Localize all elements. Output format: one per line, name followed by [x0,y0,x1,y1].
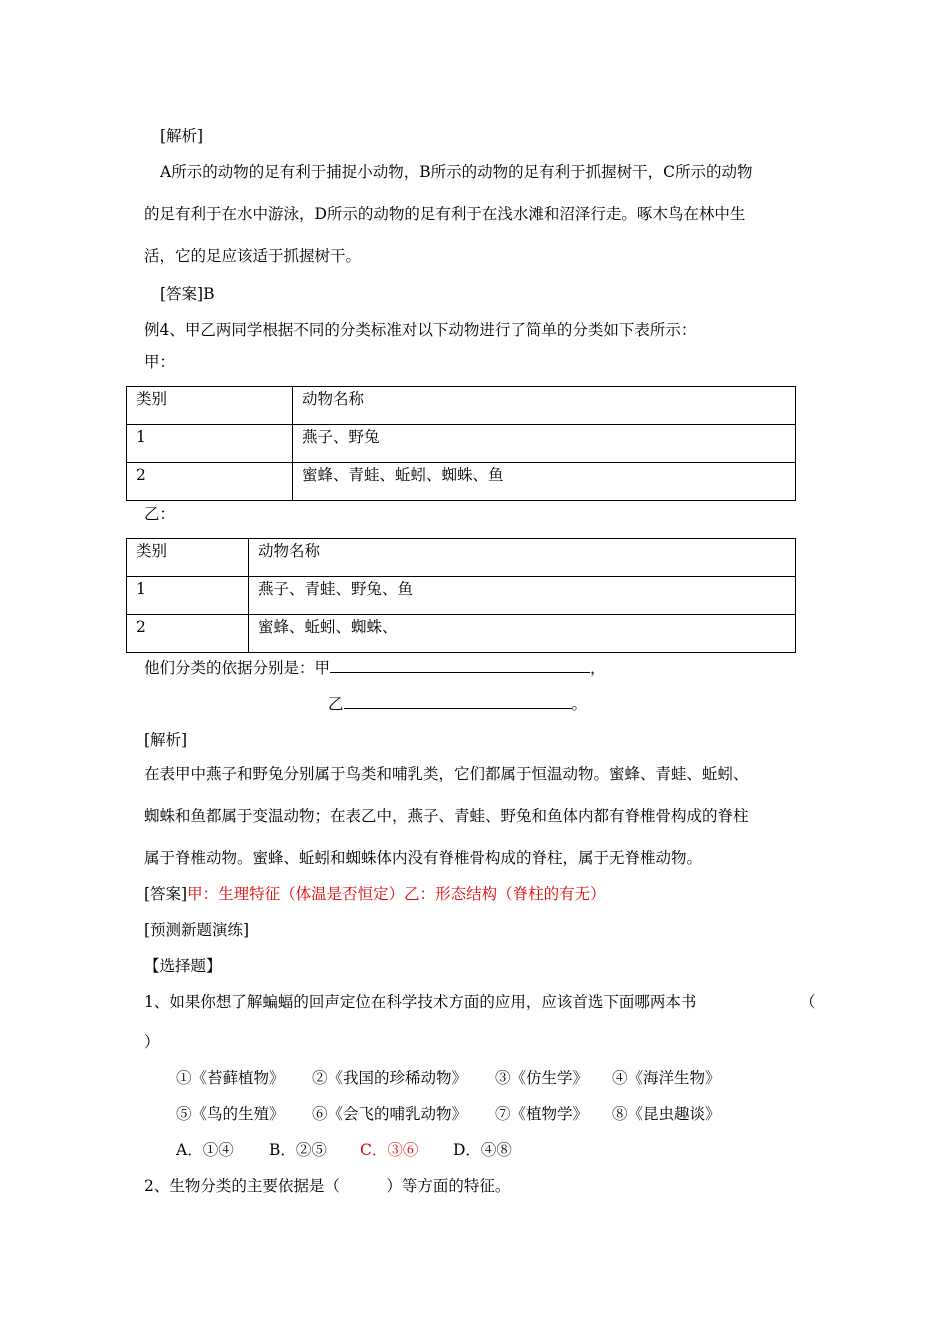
choice-option-a[interactable]: A．①④ [176,1141,234,1159]
table-cell: 燕子、青蛙、野兔、鱼 [249,577,796,615]
table-cell: 1 [127,425,293,463]
table-header-cell: 类别 [127,539,249,577]
table-row [127,615,796,653]
yi-prefix: 乙 [328,695,344,713]
table-yi [126,538,796,653]
book-option: ②《我国的珍稀动物》 [312,1069,468,1087]
analysis-label: [解析] [160,127,204,145]
question-stem: 2、生物分类的主要依据是（ ）等方面的特征。 [144,1177,511,1195]
analysis-paragraph-line: A所示的动物的足有利于捕捉小动物，B所示的动物的足有利于抓握树干，C所示的动物 [160,163,753,181]
analysis-paragraph-line: 属于脊椎动物。蜜蜂、蚯蚓和蜘蛛体内没有脊椎骨构成的脊柱，属于无脊椎动物。 [144,849,703,867]
paren-open: （ [800,993,816,1011]
answer-blank[interactable] [344,694,572,709]
section-heading: [预测新题演练] [144,921,250,939]
table-header-cell: 动物名称 [249,539,796,577]
question-prefix: 他们分类的依据分别是：甲 [144,659,331,677]
answer-blank[interactable] [330,658,590,673]
example-intro: 例4、甲乙两同学根据不同的分类标准对以下动物进行了简单的分类如下表所示： [144,321,697,339]
choice-option-d[interactable]: D．④⑧ [453,1141,512,1159]
table-header-cell: 动物名称 [293,387,796,425]
table-row [127,463,796,501]
table-jia-label: 甲： [144,353,176,371]
question-stem: 1、如果你想了解蝙蝠的回声定位在科学技术方面的应用，应该首选下面哪两本书 [144,993,697,1011]
question-line-jia [144,658,606,678]
table-cell: 燕子、野兔 [293,425,796,463]
book-option: ⑤《鸟的生殖》 [176,1105,285,1123]
answer-label: [答案] [144,885,188,903]
question-comma: ， [590,659,606,677]
table-header-cell: 类别 [127,387,293,425]
table-cell: 1 [127,577,249,615]
question-line-yi [328,694,587,714]
analysis-paragraph-line: 蜘蛛和鱼都属于变温动物；在表乙中，燕子、青蛙、野兔和鱼体内都有脊椎骨构成的脊柱 [144,807,749,825]
table-cell: 2 [127,615,249,653]
table-row [127,425,796,463]
section-heading: 【选择题】 [144,957,222,975]
table-yi-label: 乙： [144,505,176,523]
table-cell: 蜜蜂、青蛙、蚯蚓、蜘蛛、鱼 [293,463,796,501]
book-option: ⑧《昆虫趣谈》 [612,1105,721,1123]
table-jia [126,386,796,501]
table-row [127,577,796,615]
analysis-label: [解析] [144,731,188,749]
answer-text: 甲：生理特征（体温是否恒定）乙：形态结构（脊柱的有无） [187,885,606,903]
choice-option-b[interactable]: B．②⑤ [269,1141,327,1159]
book-option: ①《苔藓植物》 [176,1069,285,1087]
answer-line: [答案]B [160,285,215,303]
book-option: ⑦《植物学》 [495,1105,589,1123]
paren-close: ） [144,1033,160,1051]
choice-option-c[interactable]: C．③⑥ [360,1141,419,1159]
table-row [127,387,796,425]
analysis-paragraph-line: 在表甲中燕子和野兔分别属于鸟类和哺乳类，它们都属于恒温动物。蜜蜂、青蛙、蚯蚓、 [144,765,749,783]
yi-end: 。 [571,695,588,713]
table-cell: 2 [127,463,293,501]
book-option: ③《仿生学》 [495,1069,589,1087]
table-row [127,539,796,577]
answer-line [144,884,606,904]
analysis-paragraph-line: 活，它的足应该适于抓握树干。 [144,247,362,265]
table-cell: 蜜蜂、蚯蚓、蜘蛛、 [249,615,796,653]
book-option: ④《海洋生物》 [612,1069,721,1087]
analysis-paragraph-line: 的足有利于在水中游泳，D所示的动物的足有利于在浅水滩和沼泽行走。啄木鸟在林中生 [144,205,746,223]
book-option: ⑥《会飞的哺乳动物》 [312,1105,468,1123]
